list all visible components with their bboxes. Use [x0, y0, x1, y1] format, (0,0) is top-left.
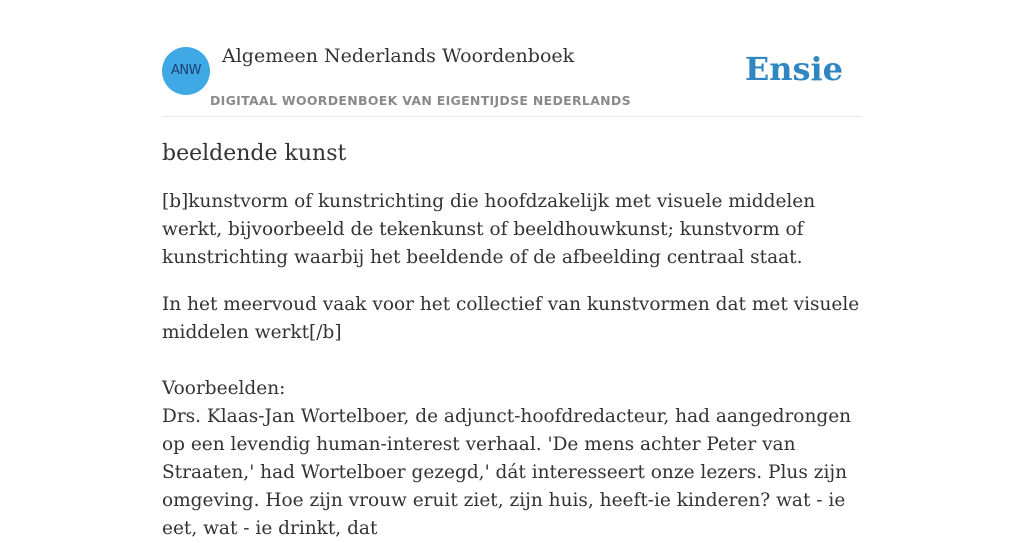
entry-body: [162, 188, 862, 543]
page-container: [162, 0, 862, 543]
examples-label: Voorbeelden:: [162, 378, 286, 399]
definition-paragraph: [b]kunstvorm of kunstrichting die hoofdzakelijk met visuele middelen werkt, bijvoorbeeld de tekenkunst of beeldhouwkunst; kunstvorm of kunstrichting waarbij het beeldende of de afbeelding centraal staat.: [162, 191, 816, 268]
definition-plural-paragraph: In het meervoud vaak voor het collectief van kunstvormen dat met visuele middelen werkt[/b]: [162, 294, 860, 343]
page-title: beeldende kunst: [162, 141, 347, 166]
anw-logo[interactable]: ANW: [162, 47, 210, 95]
example-quote: Drs. Klaas-Jan Wortelboer, de adjunct-hoofdredacteur, had aangedrongen op een levendig human-interest verhaal. 'De mens achter Peter van Straaten,' had Wortelboer gezegd,' dát interesseert onze lezers. Plus zijn omgeving. Hoe zijn vrouw eruit ziet, zijn huis, heeft-ie kinderen? wat - ie eet, wat - ie drinkt, dat: [162, 406, 852, 539]
site-subtitle: DIGITAAL WOORDENBOEK VAN EIGENTIJDSE NEDERLANDS: [210, 93, 631, 108]
site-header: [162, 0, 862, 117]
site-title[interactable]: Algemeen Nederlands Woordenboek: [222, 45, 575, 67]
ensie-logo[interactable]: Ensie: [744, 50, 843, 88]
